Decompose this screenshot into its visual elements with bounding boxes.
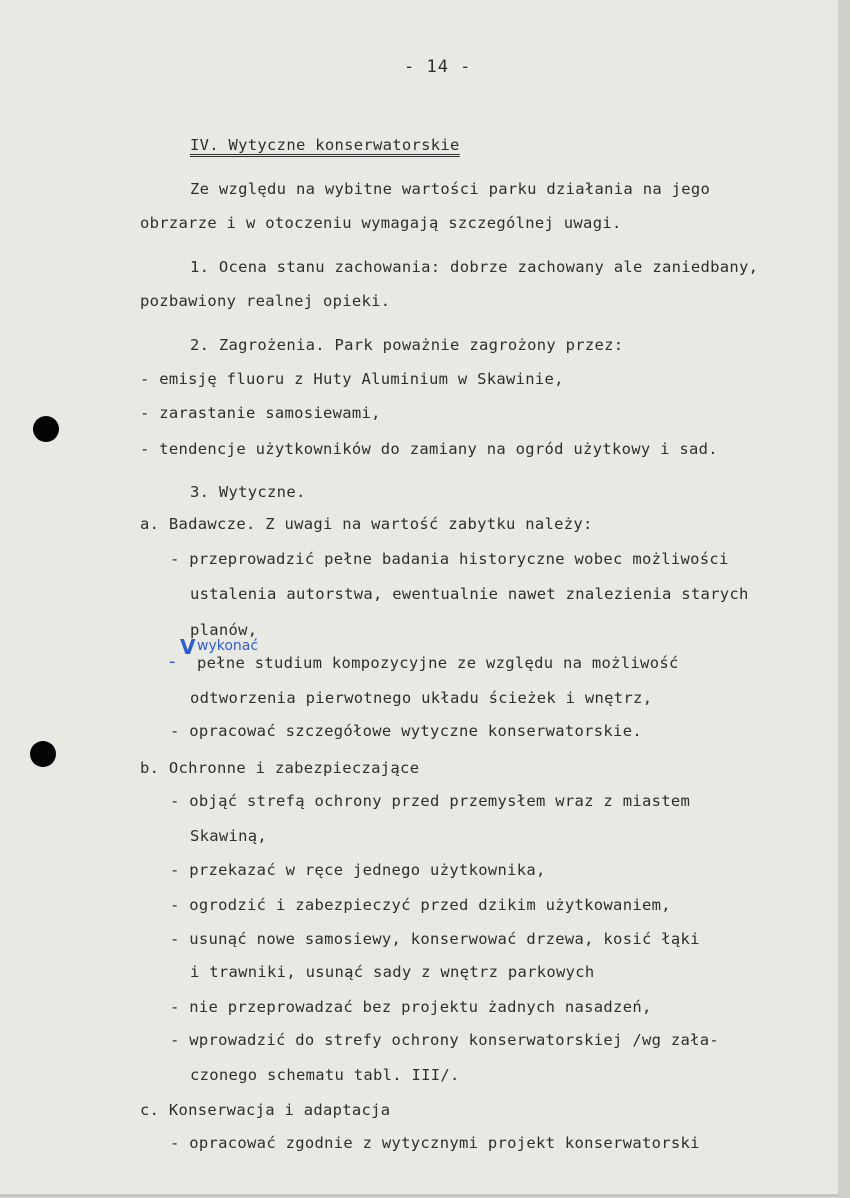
text-line: pełne studium kompozycyjne ze względu na możliwość <box>197 654 679 672</box>
text-line: obrzarze i w otoczeniu wymagają szczególnej uwagi. <box>140 214 622 232</box>
text-line: Skawiną, <box>190 827 268 845</box>
text-line: ustalenia autorstwa, ewentualnie nawet znalezienia starych <box>190 585 749 603</box>
text-line: b. Ochronne i zabezpieczające <box>140 759 420 777</box>
text-line: planów, <box>190 621 258 639</box>
text-line: 3. Wytyczne. <box>190 483 306 501</box>
text-line: - ogrodzić i zabezpieczyć przed dzikim użytkowaniem, <box>170 896 671 914</box>
text-line: - opracować szczegółowe wytyczne konserwatorskie. <box>170 722 642 740</box>
text-line: - usunąć nowe samosiewy, konserwować drzewa, kosić łąki <box>170 930 700 948</box>
text-line: c. Konserwacja i adaptacja <box>140 1101 391 1119</box>
section-heading: IV. Wytyczne konserwatorskie <box>190 136 460 154</box>
text-line: czonego schematu tabl. III/. <box>190 1066 460 1084</box>
text-line: 1. Ocena stanu zachowania: dobrze zachowany ale zaniedbany, <box>190 258 759 276</box>
page-edge <box>838 0 850 1198</box>
handwritten-dash: - <box>169 651 176 672</box>
text-line: 2. Zagrożenia. Park poważnie zagrożony przez: <box>190 336 624 354</box>
text-line: odtworzenia pierwotnego układu ścieżek i wnętrz, <box>190 689 653 707</box>
text-line: a. Badawcze. Z uwagi na wartość zabytku należy: <box>140 515 593 533</box>
text-line: - emisję fluoru z Huty Aluminium w Skawinie, <box>140 370 564 388</box>
handwritten-insert-word: wykonać <box>197 638 259 654</box>
text-line: - opracować zgodnie z wytycznymi projekt konserwatorski <box>170 1134 700 1152</box>
text-line: - objąć strefą ochrony przed przemysłem wraz z miastem <box>170 792 691 810</box>
text-line: - przekazać w ręce jednego użytkownika, <box>170 861 546 879</box>
text-line: Ze względu na wybitne wartości parku działania na jego <box>190 180 711 198</box>
text-line: - zarastanie samosiewami, <box>140 404 381 422</box>
text-line: - wprowadzić do strefy ochrony konserwatorskiej /wg zała- <box>170 1031 720 1049</box>
handwritten-insert-caret: V <box>180 635 196 659</box>
text-line: - nie przeprowadzać bez projektu żadnych nasadzeń, <box>170 998 652 1016</box>
text-line: - tendencje użytkowników do zamiany na ogród użytkowy i sad. <box>140 440 718 458</box>
punch-hole-upper <box>33 416 59 442</box>
text-line: - przeprowadzić pełne badania historyczne wobec możliwości <box>170 550 729 568</box>
text-line: pozbawiony realnej opieki. <box>140 292 391 310</box>
punch-hole-lower <box>30 741 56 767</box>
text-line: i trawniki, usunąć sady z wnętrz parkowych <box>190 963 595 981</box>
page-number: - 14 - <box>404 57 472 77</box>
